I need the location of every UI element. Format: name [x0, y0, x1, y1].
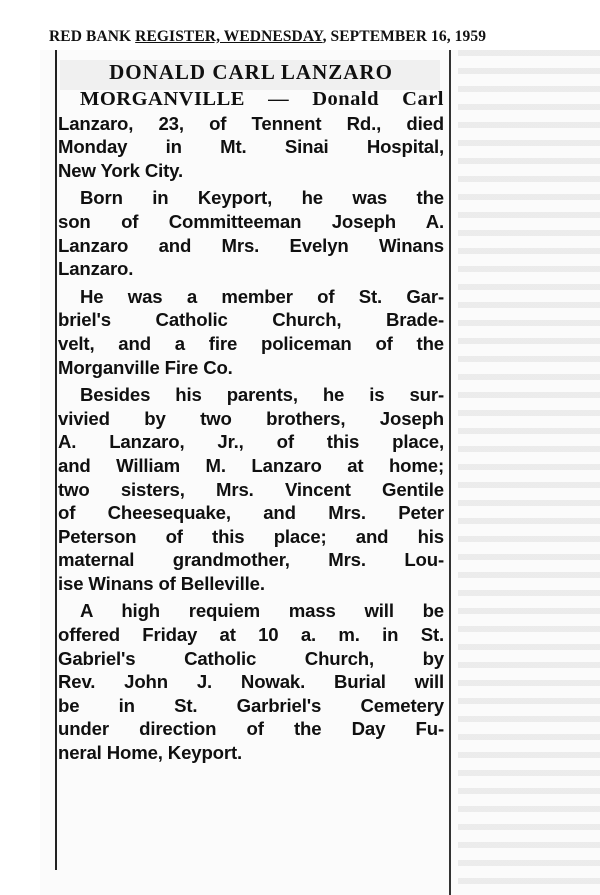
- obituary-body: [58, 88, 444, 765]
- article-text-line: ise Winans of Belleville.: [58, 572, 265, 594]
- article-text-line: maternal grandmother, Mrs. Lou-: [58, 549, 444, 571]
- masthead-register-day: REGISTER, WEDNESDAY: [135, 28, 323, 45]
- article-text-line: Morganville Fire Co.: [58, 356, 233, 378]
- article-text-line: Rev. John J. Nowak. Burial will: [58, 671, 444, 693]
- masthead-paper: RED BANK: [49, 28, 132, 45]
- masthead-date: , SEPTEMBER 16, 1959: [322, 28, 487, 45]
- article-text-line: Born in Keyport, he was the: [80, 187, 444, 209]
- article-text-line: Besides his parents, he is sur-: [80, 384, 444, 406]
- article-text-line: New York City.: [58, 159, 183, 181]
- article-text-line: be in St. Garbriel's Cemetery: [58, 694, 444, 716]
- article-text-line: Peterson of this place; and his: [58, 525, 444, 547]
- article-text-line: He was a member of St. Gar-: [80, 285, 444, 307]
- article-text-line: and William M. Lanzaro at home;: [58, 454, 444, 476]
- column-rule-left: [55, 50, 57, 870]
- obituary-article: [58, 60, 444, 765]
- article-text-line: under direction of the Day Fu-: [58, 718, 444, 740]
- faded-adjacent-column: [458, 50, 600, 895]
- article-text-line: A high requiem mass will be: [80, 600, 444, 622]
- article-text-line: MORGANVILLE — Donald Carl: [80, 88, 444, 110]
- article-text-line: briel's Catholic Church, Brade-: [58, 309, 444, 331]
- article-text-line: son of Committeeman Joseph A.: [58, 210, 444, 232]
- newspaper-clipping: [40, 50, 600, 895]
- article-text-line: Gabriel's Catholic Church, by: [58, 647, 444, 669]
- article-text-line: of Cheesequake, and Mrs. Peter: [58, 502, 444, 524]
- article-text-line: neral Home, Keyport.: [58, 742, 243, 764]
- article-text-line: Monday in Mt. Sinai Hospital,: [58, 136, 444, 158]
- article-text-line: velt, and a fire policeman of the: [58, 332, 444, 354]
- article-text-line: vivied by two brothers, Joseph: [58, 407, 444, 429]
- obituary-headline: DONALD CARL LANZARO: [109, 60, 393, 84]
- newspaper-masthead: [49, 28, 486, 46]
- article-text-line: Lanzaro, 23, of Tennent Rd., died: [58, 112, 444, 134]
- article-text-line: Lanzaro.: [58, 258, 134, 280]
- article-text-line: offered Friday at 10 a. m. in St.: [58, 624, 444, 646]
- article-text-line: two sisters, Mrs. Vincent Gentile: [58, 478, 444, 500]
- article-text-line: Lanzaro and Mrs. Evelyn Winans: [58, 234, 444, 256]
- article-text-line: A. Lanzaro, Jr., of this place,: [58, 431, 444, 453]
- column-rule-right: [449, 50, 451, 895]
